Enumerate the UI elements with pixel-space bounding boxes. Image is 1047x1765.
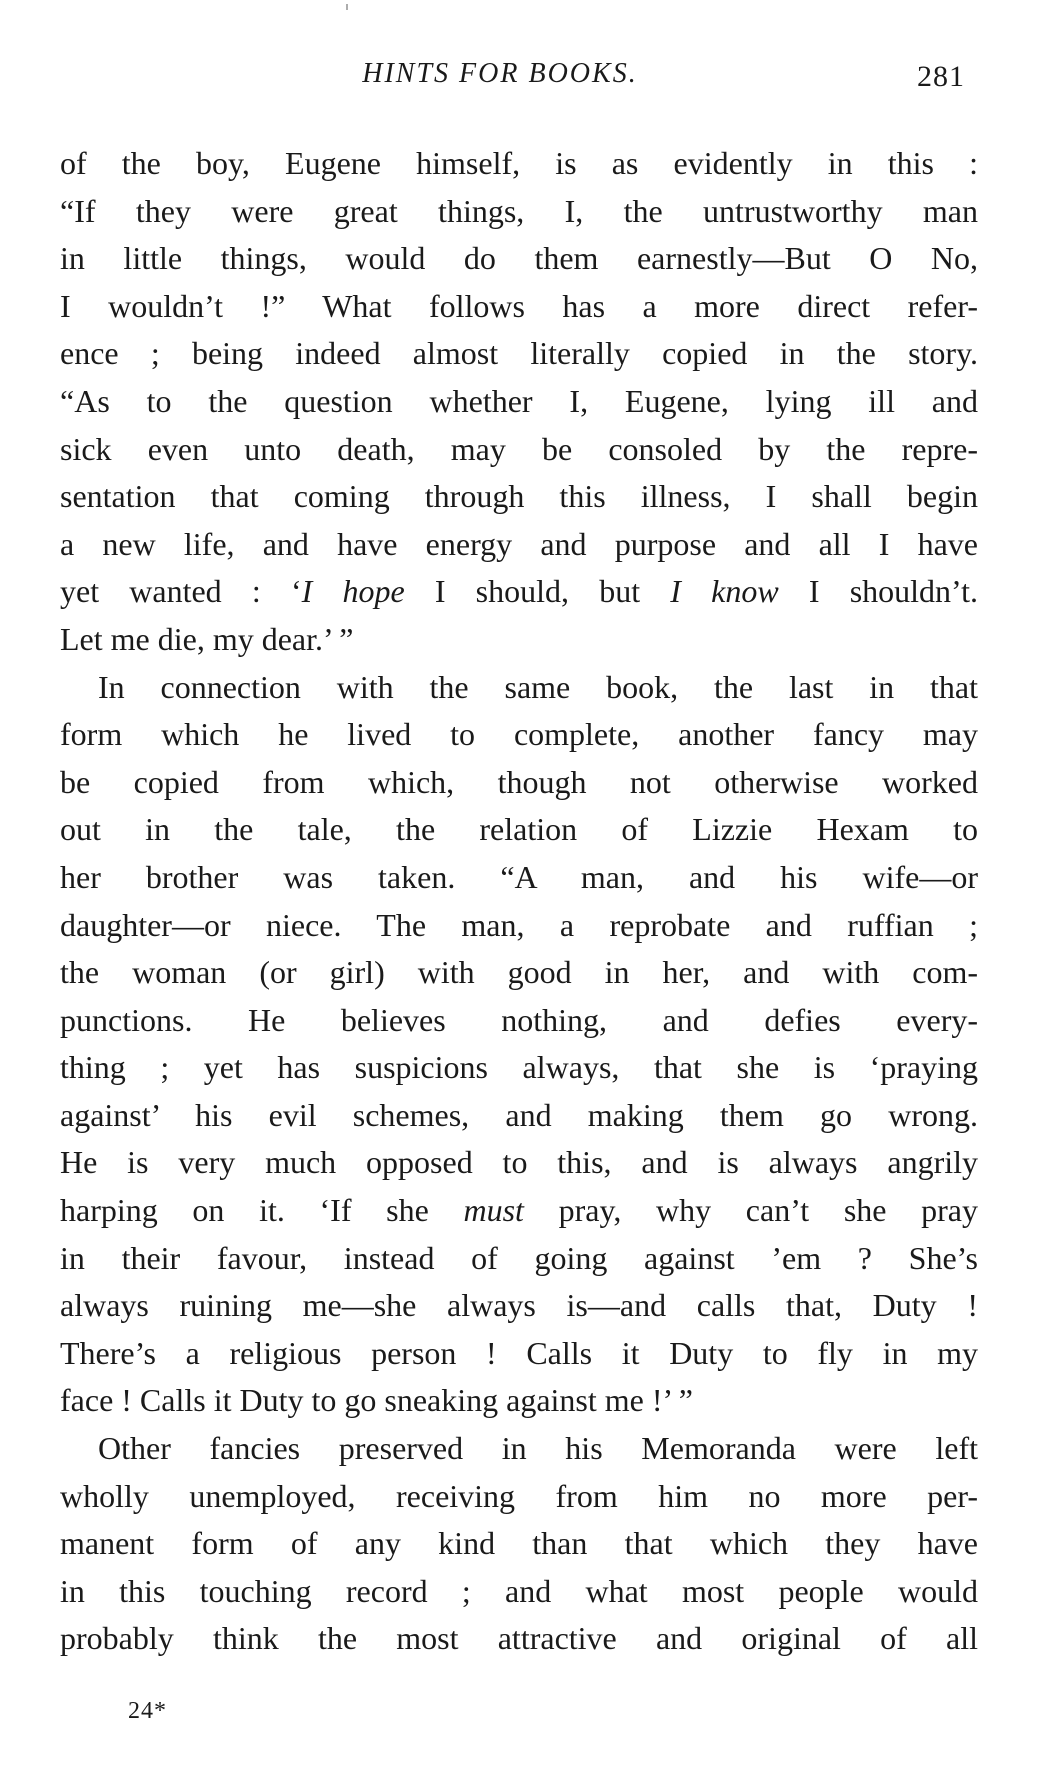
text-line: sentation that coming through this illness, I shall begin [60, 478, 978, 515]
text-line: punctions. He believes nothing, and defies every- [60, 1001, 978, 1038]
text-line: probably think the most attractive and original of all [60, 1620, 978, 1657]
text-line: her brother was taken. “A man, and his wife—or [60, 858, 978, 895]
text-line: be copied from which, though not otherwise worked [60, 763, 978, 800]
text-line: in little things, would do them earnestly—But O No, [60, 240, 978, 277]
text-line: He is very much opposed to this, and is always angrily [60, 1144, 978, 1181]
running-title: HINTS FOR BOOKS. [362, 58, 638, 89]
text-line: a new life, and have energy and purpose and all I have [60, 525, 978, 562]
text-line: always ruining me—she always is—and calls that, Duty ! [60, 1287, 978, 1324]
page-number: 281 [917, 60, 965, 93]
text-line: Other fancies preserved in his Memoranda were left [98, 1430, 978, 1467]
text-line: out in the tale, the relation of Lizzie Hexam to [60, 811, 978, 848]
text-line: ence ; being indeed almost literally copied in the story. [60, 335, 978, 372]
text-line: “If they were great things, I, the untrustworthy man [60, 192, 978, 229]
text-line: manent form of any kind than that which they have [60, 1525, 978, 1562]
text-line: in their favour, instead of going against ’em ? She’s [60, 1239, 978, 1276]
text-line: face ! Calls it Duty to go sneaking against me !’ ” [60, 1382, 693, 1419]
text-line: form which he lived to complete, another fancy may [60, 716, 978, 753]
text-line: wholly unemployed, receiving from him no more per- [60, 1477, 978, 1514]
text-line: in this touching record ; and what most people would [60, 1572, 978, 1609]
text-line: thing ; yet has suspicions always, that she is ‘praying [60, 1049, 978, 1086]
text-line: the woman (or girl) with good in her, and with com- [60, 954, 978, 991]
text-line: of the boy, Eugene himself, is as evidently in this : [60, 145, 978, 181]
text-line: In connection with the same book, the last in that [98, 668, 978, 705]
text-line: “As to the question whether I, Eugene, lying ill and [60, 382, 978, 419]
body-text [60, 140, 978, 1663]
text-line: Let me die, my dear.’ ” [60, 620, 354, 657]
text-line: I wouldn’t !” What follows has a more direct refer- [60, 287, 978, 324]
text-line: There’s a religious person ! Calls it Duty to fly in my [60, 1334, 978, 1371]
text-line: harping on it. ‘If she must pray, why can’t she pray [60, 1192, 979, 1229]
running-head [0, 56, 1047, 96]
text-line: yet wanted : ‘I hope I should, but I know I shouldn’t. [60, 573, 979, 610]
text-line: daughter—or niece. The man, a reprobate and ruffian ; [60, 906, 978, 943]
text-line: sick even unto death, may be consoled by the repre- [60, 430, 978, 467]
signature-mark: 24* [128, 1698, 167, 1724]
print-speck [346, 4, 348, 10]
text-line: against’ his evil schemes, and making them go wrong. [60, 1096, 978, 1133]
